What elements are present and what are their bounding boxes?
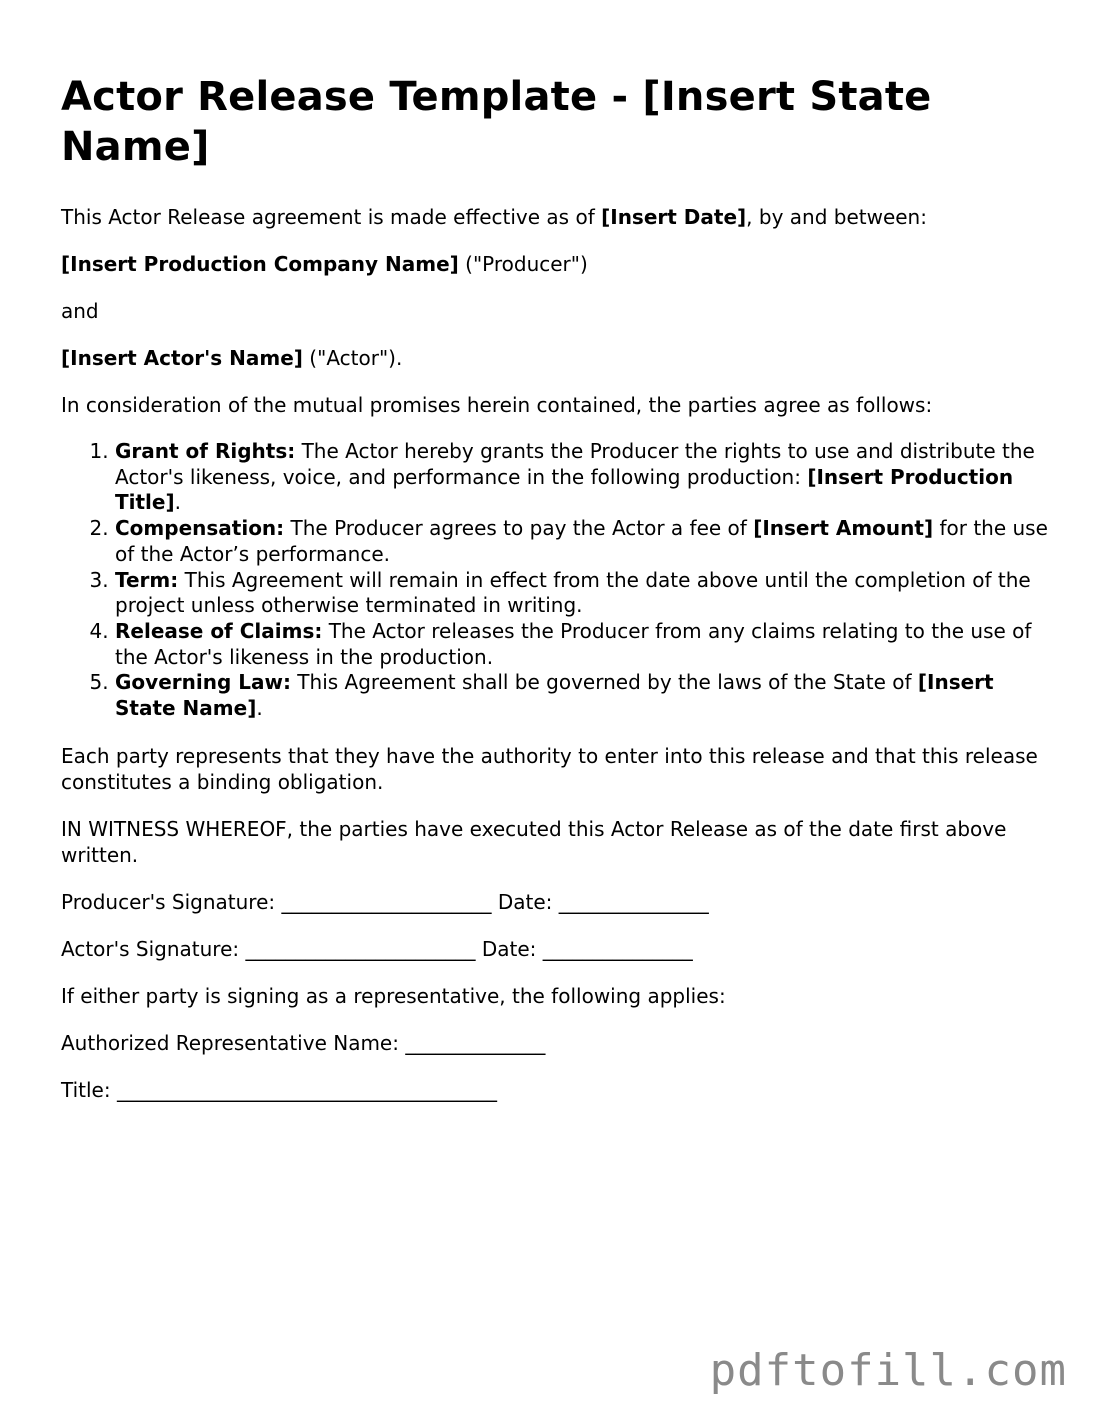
term-heading: Compensation: [115,516,285,541]
term-item [115,516,1051,567]
producer-party [61,251,1051,277]
representative-note: If either party is signing as a representative, the following applies: [61,983,726,1008]
producer-signature-line[interactable]: Producer's Signature: _____________________ Date: _______________ [61,889,709,914]
actor-role: ("Actor"). [302,346,403,370]
term-item [115,619,1051,670]
term-text: This Agreement shall be governed by the laws of the State of [290,670,918,695]
term-heading: Grant of Rights: [115,439,296,463]
authorized-representative-line[interactable]: Authorized Representative Name: ______________ [61,1030,546,1055]
term-item [115,568,1051,619]
document-title: Actor Release Template - [Insert State Name] [61,74,932,170]
term-heading: Term: [115,567,179,592]
terms-list [61,439,1051,722]
intro-paragraph [61,204,1051,230]
producer-role: ("Producer") [458,252,588,276]
term-item [115,670,1051,721]
term-after: for the use of the Actor’s performance. [115,516,1048,566]
actor-party [61,345,1051,371]
term-after: . [174,490,181,515]
term-text: The Actor hereby grants the Producer the rights to use and distribute the Actor's likeness, voice, and performance in the following production: [115,439,1035,489]
term-text: The Actor releases the Producer from any claims relating to the use of the Actor's likeness in the production. [115,618,1032,669]
intro-suffix: , by and between: [746,205,927,229]
watermark-logo: pdftofill.com [709,1345,1067,1396]
and-text: and [61,299,99,323]
witness-paragraph: IN WITNESS WHEREOF, the parties have executed this Actor Release as of the date first above written. [61,816,1007,867]
term-placeholder: [Insert Amount] [753,516,934,541]
actor-signature-line[interactable]: Actor's Signature: _______________________ Date: _______________ [61,936,693,961]
title-line[interactable]: Title: ______________________________________ [61,1077,497,1102]
term-heading: Governing Law: [115,670,291,695]
document-page [61,72,1051,1124]
term-placeholder: [Insert Production Title] [115,464,1014,515]
term-item [115,439,1051,516]
term-text: This Agreement will remain in effect from the date above until the completion of the project unless otherwise terminated in writing. [115,567,1031,618]
term-text: The Producer agrees to pay the Actor a fee of [284,516,754,541]
effective-date-placeholder: [Insert Date] [601,205,747,229]
actor-name-placeholder: [Insert Actor's Name] [61,346,303,370]
consideration-paragraph: In consideration of the mutual promises herein contained, the parties agree as follows: [61,393,933,417]
term-placeholder: [Insert State Name] [115,670,994,721]
producer-name-placeholder: [Insert Production Company Name] [61,252,459,276]
term-heading: Release of Claims: [115,618,323,643]
intro-prefix: This Actor Release agreement is made effective as of [61,205,602,229]
authority-paragraph: Each party represents that they have the authority to enter into this release and that this release constitutes a binding obligation. [61,743,1038,794]
term-after: . [256,696,263,721]
